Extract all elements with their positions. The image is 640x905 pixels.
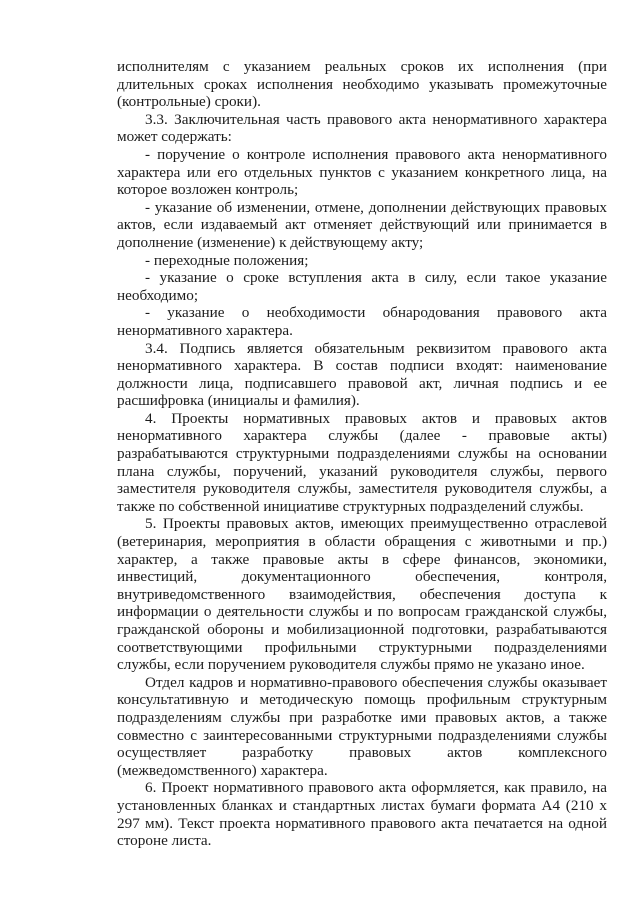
paragraph-6: 6. Проект нормативного правового акта оформляется, как правило, на установленных бланках и стандартных листах бумаги формата А4 (210 х 297 мм). Текст проекта нормативного правового акта печатается на одной стороне листа. (117, 779, 607, 850)
paragraph-3-4: 3.4. Подпись является обязательным реквизитом правового акта ненормативного характера. В состав подписи входят: наименование должности лица, подписавшего правовой акт, личная подпись и ее расшифровка (инициалы и фамилия). (117, 339, 607, 410)
list-item-effective-date: - указание о сроке вступления акта в силу, если такое указание необходимо; (117, 269, 607, 304)
document-body (117, 58, 607, 850)
paragraph-hr-department: Отдел кадров и нормативно-правового обеспечения службы оказывает консультативную и методическую помощь профильным структурным подразделениям службы при разработке ими правовых актов, а также совместно с заинтересованными структурными подразделениями службы осуществляет разработку правовых актов комплексного (межведомственного) характера. (117, 673, 607, 779)
paragraph-5: 5. Проекты правовых актов, имеющих преимущественно отраслевой (ветеринария, мероприятия в области обращения с животными и пр.) характер, а также правовые акты в сфере финансов, экономики, инвестиций, документационного обеспечения, контроля, внутриведомственного взаимодействия, обеспечения доступа к информации о деятельности службы и по вопросам гражданской службы, гражданской обороны и мобилизационной подготовки, разрабатываются соответствующими профильными структурными подразделениями службы, если поручением руководителя службы прямо не указано иное. (117, 515, 607, 674)
list-item-amendments: - указание об изменении, отмене, дополнении действующих правовых актов, если издаваемый акт отменяет действующий или принимается в дополнение (изменение) к действующему акту; (117, 198, 607, 251)
paragraph-3-3: 3.3. Заключительная часть правового акта ненормативного характера может содержать: (117, 110, 607, 146)
list-item-transitional: - переходные положения; (145, 251, 309, 269)
list-item-control-order: - поручение о контроле исполнения правового акта ненормативного характера или его отдельных пунктов с указанием конкретного лица, на которое возложен контроль; (117, 145, 607, 199)
paragraph-4: 4. Проекты нормативных правовых актов и правовых актов ненормативного характера службы (далее - правовые акты) разрабатываются структурными подразделениями службы на основании плана службы, поручений, указаний руководителя службы, первого заместителя руководителя службы, заместителя руководителя службы, а также по собственной инициативе структурных подразделений службы. (117, 409, 607, 515)
paragraph-continuation: исполнителям с указанием реальных сроков их исполнения (при длительных сроках исполнения необходимо указывать промежуточные (контрольные) сроки). (117, 58, 607, 111)
list-item-publication: - указание о необходимости обнародования правового акта ненормативного характера. (117, 304, 607, 339)
